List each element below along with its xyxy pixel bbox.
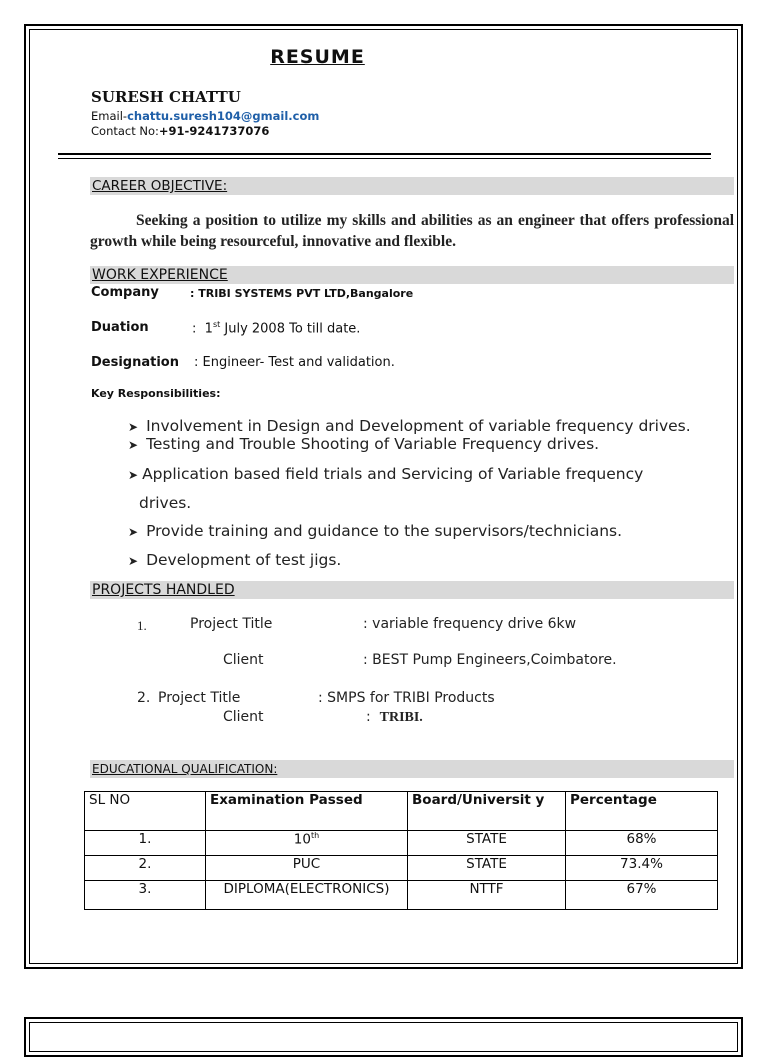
responsibility-item: ➤ Development of test jigs.	[128, 551, 342, 569]
cell-sl-no: 1.	[85, 831, 206, 856]
project-1-title-label: Project Title	[190, 616, 273, 632]
section-heading-career-objective: CAREER OBJECTIVE:	[90, 177, 734, 195]
resume-title: RESUME	[270, 46, 365, 68]
responsibility-item: ➤ Provide training and guidance to the supervisors/technicians.	[128, 522, 623, 540]
col-header-board: Board/Universit y	[408, 792, 566, 831]
contact-label: Contact No:	[91, 124, 159, 138]
col-header-examination: Examination Passed	[206, 792, 408, 831]
project-2-client-value: : TRIBI.	[366, 709, 423, 725]
responsibility-item: ➤ Application based field trials and Servicing of Variable frequency	[128, 465, 644, 483]
cell-percentage: 68%	[566, 831, 718, 856]
table-row	[85, 856, 718, 881]
project-2-client-label: Client	[223, 709, 264, 725]
responsibility-item-continued: drives.	[139, 494, 192, 512]
section-heading-education: EDUCATIONAL QUALIFICATION:	[90, 760, 734, 778]
arrow-bullet-icon: ➤	[128, 554, 139, 568]
col-header-percentage: Percentage	[566, 792, 718, 831]
duration-value: : 1st July 2008 To till date.	[192, 320, 361, 337]
project-1-title-value: : variable frequency drive 6kw	[363, 616, 577, 632]
cell-exam: PUC	[206, 856, 408, 881]
responsibility-item: ➤ Involvement in Design and Development of variable frequency drives.	[128, 417, 691, 435]
email-link[interactable]: chattu.suresh104@gmail.com	[127, 109, 320, 123]
career-objective-text: Seeking a position to utilize my skills and abilities as an engineer that offers professional growth while being resourceful, innovative and flexible.	[90, 212, 734, 250]
table-row	[85, 831, 718, 856]
project-2-title-value: : SMPS for TRIBI Products	[318, 690, 495, 706]
designation-value: : Engineer- Test and validation.	[194, 355, 395, 370]
education-table	[84, 791, 718, 910]
col-header-sl-no: SL NO	[85, 792, 206, 831]
arrow-bullet-icon: ➤	[128, 438, 139, 452]
project-2-number: 2.	[137, 690, 151, 706]
arrow-bullet-icon: ➤	[128, 525, 139, 539]
table-row	[85, 881, 718, 910]
header-divider-thick	[58, 153, 711, 155]
company-value: : TRIBI SYSTEMS PVT LTD,Bangalore	[190, 287, 414, 300]
arrow-bullet-icon: ➤	[128, 468, 139, 482]
email-label: Email-	[91, 109, 128, 123]
contact-line	[91, 124, 269, 138]
arrow-bullet-icon: ➤	[128, 420, 139, 434]
contact-number: +91-9241737076	[158, 124, 270, 138]
project-1-client-label: Client	[223, 652, 264, 668]
cell-sl-no: 3.	[85, 881, 206, 910]
candidate-name: SURESH CHATTU	[91, 88, 241, 106]
table-header-row	[85, 792, 718, 831]
header-divider-thin	[58, 158, 711, 159]
duration-label: Duation	[91, 320, 149, 335]
cell-sl-no: 2.	[85, 856, 206, 881]
section-heading-work-experience: WORK EXPERIENCE	[90, 266, 734, 284]
cell-exam: 10th	[206, 831, 408, 856]
designation-label: Designation	[91, 355, 179, 370]
cell-percentage: 73.4%	[566, 856, 718, 881]
next-page-frame	[24, 1017, 743, 1057]
key-responsibilities-label: Key Responsibilities:	[91, 387, 221, 400]
cell-board: STATE	[408, 856, 566, 881]
responsibility-item: ➤ Testing and Trouble Shooting of Variable Frequency drives.	[128, 435, 600, 453]
project-1-client-value: : BEST Pump Engineers,Coimbatore.	[363, 652, 617, 668]
cell-board: NTTF	[408, 881, 566, 910]
project-2-title-label: Project Title	[158, 690, 241, 706]
cell-exam: DIPLOMA(ELECTRONICS)	[206, 881, 408, 910]
section-heading-projects: PROJECTS HANDLED	[90, 581, 734, 599]
cell-board: STATE	[408, 831, 566, 856]
company-label: Company	[91, 285, 159, 300]
email-line	[91, 109, 319, 123]
cell-percentage: 67%	[566, 881, 718, 910]
project-1-number: 1.	[137, 618, 147, 633]
